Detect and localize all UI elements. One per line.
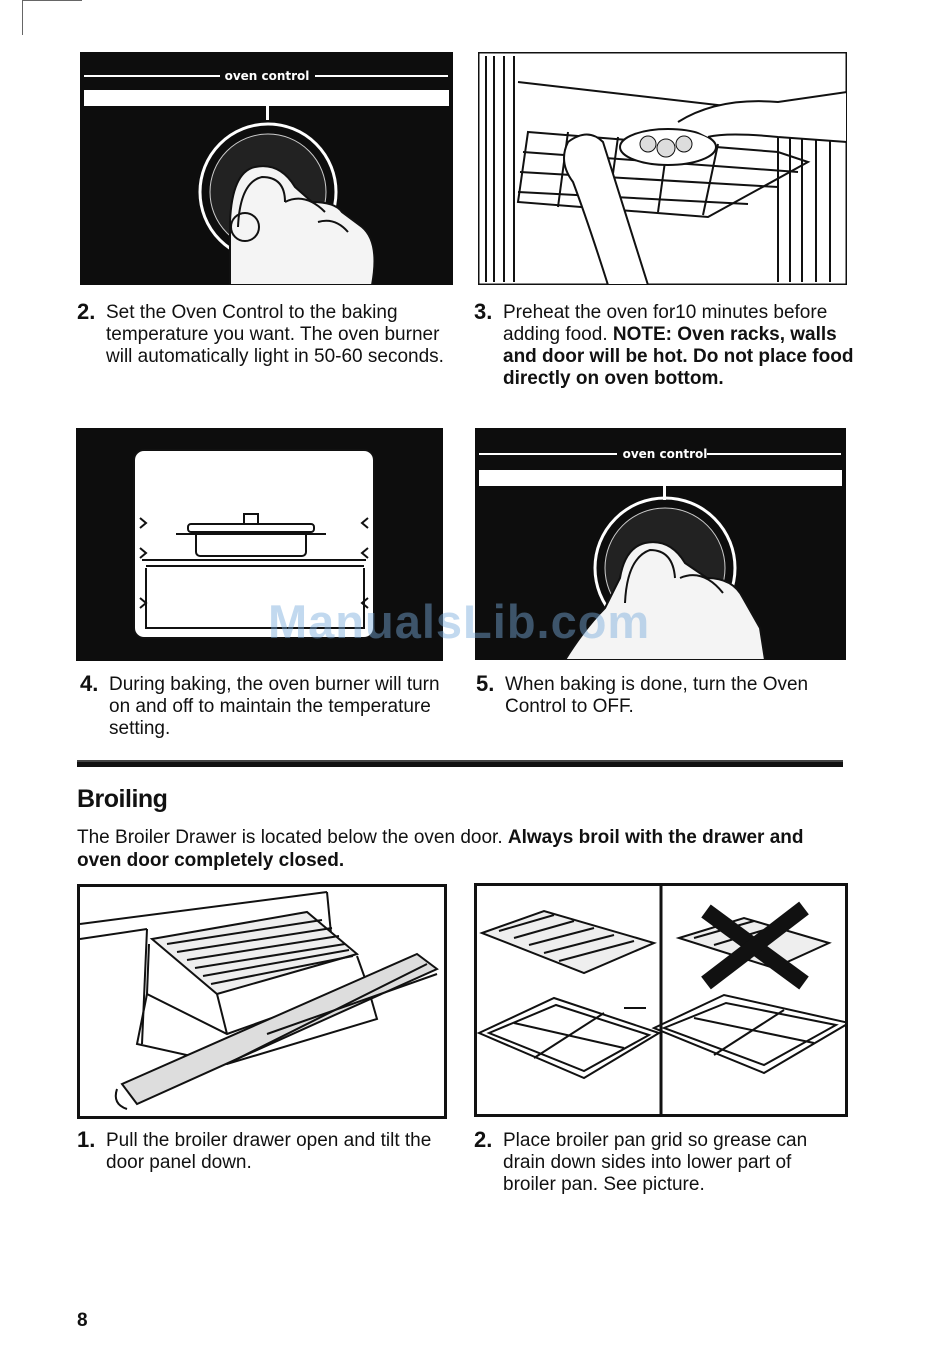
hand-turning-dial-icon	[80, 52, 453, 285]
oven-interior-casserole-icon	[76, 428, 443, 661]
step-number: 2.	[474, 1127, 493, 1152]
oven-control-label: oven control	[622, 447, 708, 461]
figure-broiler-pan	[474, 883, 848, 1117]
page-number: 8	[77, 1310, 88, 1331]
step-text: Set the Oven Control to the baking temperature you want. The oven burner will automatically light in 50-60 seconds.	[106, 302, 444, 367]
figure-broiler-drawer	[77, 884, 447, 1119]
broiler-drawer-icon	[77, 884, 447, 1119]
step-text: Preheat the oven for10 minutes before adding food.	[503, 302, 828, 345]
step-text: Pull the broiler drawer open and tilt the door panel down.	[106, 1130, 432, 1173]
oven-control-label: oven control	[224, 69, 310, 83]
hand-turning-dial-off-icon	[475, 428, 846, 660]
step-broil-1	[77, 1127, 447, 1174]
intro-warning: Always broil with the drawer and oven door completely closed.	[77, 827, 804, 871]
step-broil-2	[474, 1127, 834, 1196]
figure-preheat-rack	[478, 52, 847, 285]
step-text: Place broiler pan grid so grease can drain down sides into lower part of broiler pan. See picture.	[503, 1130, 808, 1195]
watermark-text: ManualsLib.com	[268, 595, 651, 648]
step-text: During baking, the oven burner will turn on and off to maintain the temperature setting.	[109, 674, 440, 739]
step-number: 3.	[474, 299, 493, 324]
step-2	[77, 299, 457, 368]
hand-placing-dish-icon	[478, 52, 847, 285]
figure-oven-control-dial	[80, 52, 453, 285]
broiler-pan-grid-icon	[474, 883, 848, 1117]
step-5	[476, 671, 816, 718]
step-4	[80, 671, 460, 740]
step-number: 1.	[77, 1127, 96, 1152]
step-3	[474, 299, 854, 390]
step-warning: NOTE: Oven racks, walls and door will be hot. Do not place food directly on oven bottom.	[503, 324, 854, 389]
broiling-intro	[77, 826, 837, 872]
section-divider	[77, 760, 843, 767]
corner-crop-mark	[22, 0, 82, 31]
figure-oven-control-off	[475, 428, 846, 660]
section-heading-broiling: Broiling	[77, 785, 168, 813]
step-text: When baking is done, turn the Oven Control to OFF.	[505, 674, 809, 717]
step-number: 4.	[80, 671, 99, 696]
step-number: 5.	[476, 671, 495, 696]
intro-text: The Broiler Drawer is located below the oven door.	[77, 827, 503, 848]
figure-oven-interior	[76, 428, 443, 661]
step-number: 2.	[77, 299, 96, 324]
